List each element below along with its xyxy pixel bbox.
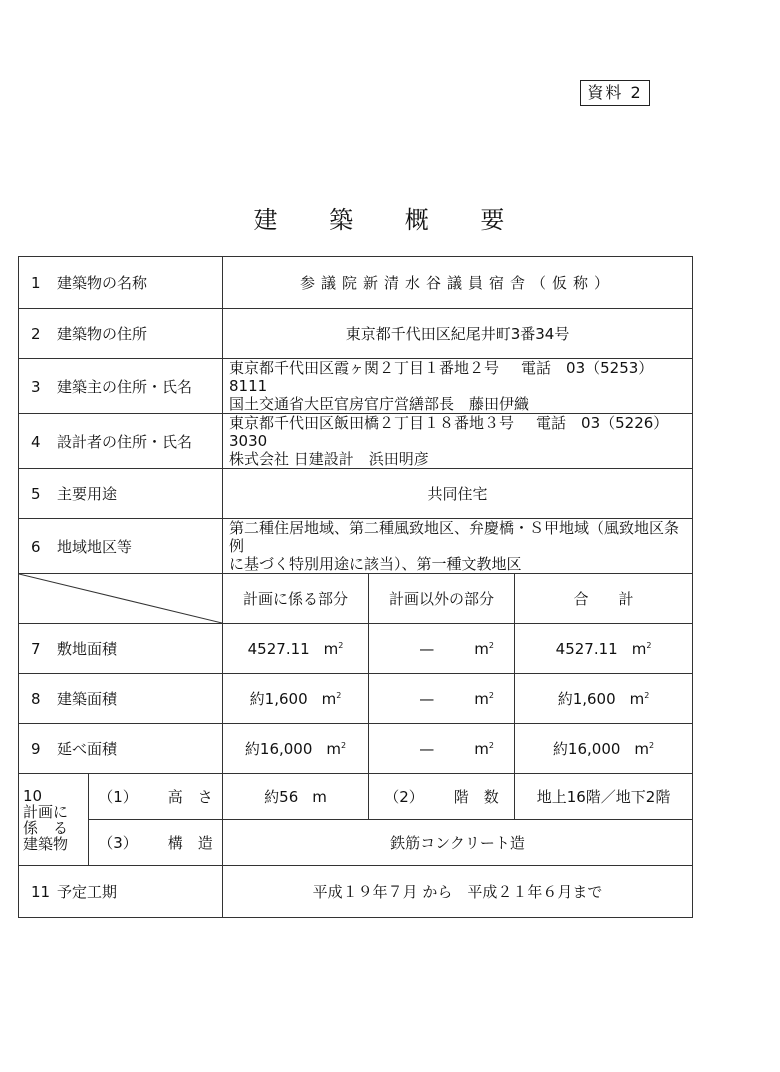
designer-phone: 電話 03（5226）3030 [229, 414, 669, 450]
owner-value [223, 359, 693, 414]
row-building-area [19, 674, 693, 724]
row-label: 建築物の名称 [57, 274, 148, 292]
row-building-height [19, 774, 693, 820]
group-10-label: 10 計画に 係 る 建築物 [19, 774, 89, 866]
header-total: 合 計 [515, 574, 693, 624]
building-area-plan: 約1,600 $m^2$ [223, 674, 369, 724]
owner-address: 東京都千代田区霞ヶ関２丁目１番地２号 [229, 359, 500, 377]
row-number: 9 [31, 740, 41, 758]
site-area-total: 4527.11 $m^2$ [515, 624, 693, 674]
main-use-value: 共同住宅 [223, 469, 693, 519]
document-label: 資料 2 [580, 80, 650, 106]
row-total-floor-area [19, 724, 693, 774]
floor-area-total: 約16,000 $m^2$ [515, 724, 693, 774]
unit-sqm: $m^2$ [474, 739, 495, 758]
row-label: 建築面積 [57, 690, 118, 708]
row-number: 4 [31, 432, 41, 451]
height-label: （1） 高 さ [89, 774, 223, 820]
owner-phone: 電話 03（5253）8111 [229, 359, 654, 395]
structure-value: 鉄筋コンクリート造 [223, 820, 693, 866]
row-number: 1 [31, 274, 41, 292]
zoning-line-2: に基づく特別用途に該当）、第一種文教地区 [229, 555, 522, 573]
unit-sqm: $m^2$ [326, 740, 347, 758]
designer-value [223, 414, 693, 469]
floors-value: 地上16階／地下2階 [515, 774, 693, 820]
floors-label: （2） 階 数 [369, 774, 515, 820]
zoning-value [223, 519, 693, 574]
row-zoning [19, 519, 693, 574]
height-value: 約56 m [223, 774, 369, 820]
row-label: 建築主の住所・氏名 [57, 377, 193, 396]
row-main-use [19, 469, 693, 519]
row-label: 敷地面積 [57, 640, 118, 658]
row-number: 8 [31, 690, 41, 708]
unit-sqm: $m^2$ [321, 690, 342, 708]
unit-sqm: $m^2$ [631, 639, 652, 658]
row-building-address [19, 309, 693, 359]
floor-area-other: — $m^2$ [369, 724, 515, 774]
row-number: 2 [31, 325, 41, 343]
building-area-other: — $m^2$ [369, 674, 515, 724]
row-label: 予定工期 [57, 883, 118, 901]
row-number: 3 [31, 377, 41, 396]
header-plan-part: 計画に係る部分 [223, 574, 369, 624]
unit-sqm: $m^2$ [629, 690, 650, 708]
row-site-area [19, 624, 693, 674]
building-area-total: 約1,600 $m^2$ [515, 674, 693, 724]
designer-name: 株式会社 日建設計 浜田明彦 [229, 450, 429, 468]
row-structure [19, 820, 693, 866]
diagonal-header-cell [19, 574, 223, 624]
zoning-line-1: 第二種住居地域、第二種風致地区、弁慶橋・Ｓ甲地域（風致地区条例 [229, 519, 680, 555]
row-label: 建築物の住所 [57, 325, 148, 343]
building-name-value: 参議院新清水谷議員宿舎（仮称） [223, 257, 693, 309]
site-area-plan: 4527.11 $m^2$ [223, 624, 369, 674]
unit-sqm: $m^2$ [634, 740, 655, 758]
diagonal-line [19, 574, 222, 623]
owner-name: 国土交通省大臣官房官庁営繕部長 藤田伊織 [229, 395, 530, 413]
header-other-part: 計画以外の部分 [369, 574, 515, 624]
row-number: 6 [31, 537, 41, 556]
building-overview-table [18, 256, 693, 918]
row-designer [19, 414, 693, 469]
row-label: 主要用途 [57, 485, 118, 503]
row-number: 5 [31, 485, 41, 503]
schedule-value: 平成１９年７月 から 平成２１年６月まで [223, 866, 693, 918]
row-schedule [19, 866, 693, 918]
site-area-other: — $m^2$ [369, 624, 515, 674]
row-building-name [19, 257, 693, 309]
row-label: 設計者の住所・氏名 [57, 432, 193, 451]
row-area-headers [19, 574, 693, 624]
row-number: 11 [31, 883, 51, 901]
building-address-value: 東京都千代田区紀尾井町3番34号 [223, 309, 693, 359]
row-number: 7 [31, 640, 41, 658]
designer-address: 東京都千代田区飯田橋２丁目１８番地３号 [229, 414, 515, 432]
structure-label: （3） 構 造 [89, 820, 223, 866]
row-label: 地域地区等 [57, 537, 133, 556]
unit-sqm: $m^2$ [474, 689, 495, 708]
unit-sqm: $m^2$ [474, 639, 495, 658]
page-title: 建 築 概 要 [253, 206, 527, 234]
row-owner [19, 359, 693, 414]
unit-sqm: $m^2$ [323, 639, 344, 658]
row-label: 延べ面積 [57, 740, 118, 758]
floor-area-plan: 約16,000 $m^2$ [223, 724, 369, 774]
